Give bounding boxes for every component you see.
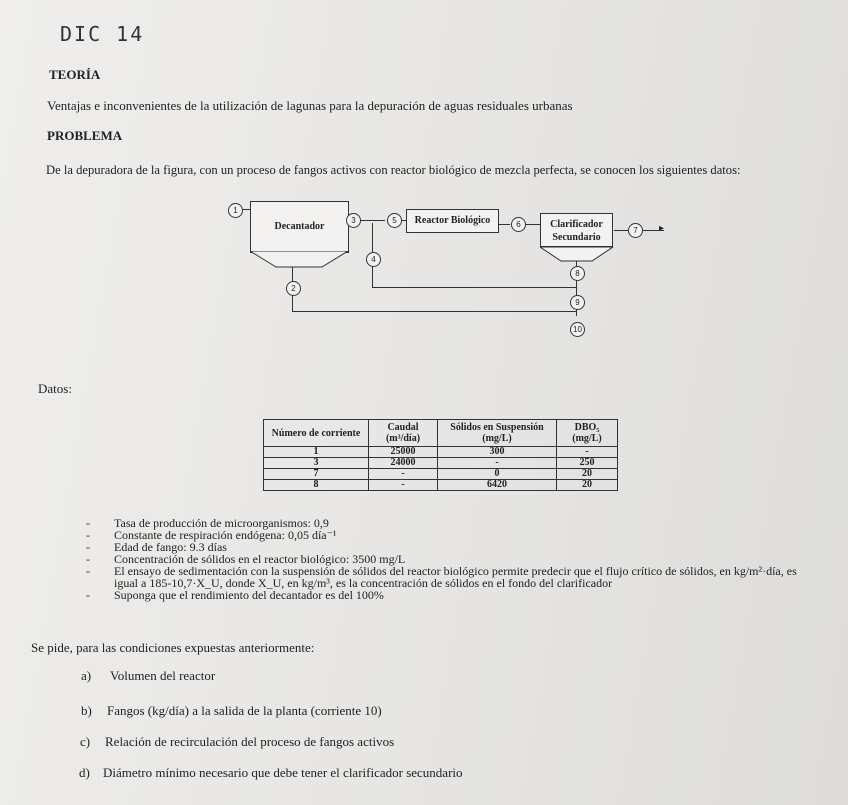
flow-line xyxy=(372,287,577,288)
question-a-label: a) xyxy=(81,668,92,683)
table-cell: - xyxy=(369,480,438,491)
table-cell: 3 xyxy=(264,458,369,469)
table-row xyxy=(264,480,618,491)
process-flow-diagram xyxy=(225,196,705,346)
decantador-box: Decantador xyxy=(250,201,349,253)
question-c-label: c) xyxy=(80,734,91,749)
table-row xyxy=(264,458,618,469)
reactor-box: Reactor Biológico xyxy=(406,209,499,233)
list-item: - Edad de fango: 9.3 días xyxy=(84,541,814,553)
theory-heading: TEORÍA xyxy=(49,67,101,82)
table-cell: 24000 xyxy=(369,458,438,469)
node-6: 6 xyxy=(511,217,526,232)
list-item: - Concentración de sólidos en el reactor biológico: 3500 mg/L xyxy=(84,553,814,565)
table-cell: 25000 xyxy=(369,447,438,458)
flow-line xyxy=(292,311,577,312)
table-cell: - xyxy=(369,469,438,480)
node-8: 8 xyxy=(570,266,585,281)
question-a-text: Volumen del reactor xyxy=(110,668,216,683)
handwritten-header: DIC 14 xyxy=(60,22,145,46)
data-list xyxy=(84,517,814,601)
question-d-label: d) xyxy=(79,765,90,780)
node-2: 2 xyxy=(286,281,301,296)
problem-intro: De la depuradora de la figura, con un proceso de fangos activos con reactor biológico de mezcla perfecta, se conocen los siguientes datos: xyxy=(46,163,741,177)
flow-line xyxy=(614,230,628,231)
table-cell: 300 xyxy=(438,447,557,458)
table-cell: - xyxy=(438,458,557,469)
clarificador-box xyxy=(540,213,613,247)
table-cell: 6420 xyxy=(438,480,557,491)
table-cell: 7 xyxy=(264,469,369,480)
flow-line xyxy=(498,224,510,225)
arrow-head: ▸ xyxy=(659,223,665,234)
question-c-text: Relación de recirculación del proceso de fangos activos xyxy=(105,734,395,749)
clarificador-label-1: Clarificador xyxy=(550,219,603,230)
question-b-text: Fangos (kg/día) a la salida de la planta (corriente 10) xyxy=(107,703,382,718)
problem-heading: PROBLEMA xyxy=(47,128,123,143)
list-item: - Suponga que el rendimiento del decantador es del 100% xyxy=(84,589,814,601)
table-row xyxy=(264,469,618,480)
col-header-corriente: Número de corriente xyxy=(264,420,369,447)
node-10: 10 xyxy=(570,322,585,337)
question-b-label: b) xyxy=(81,703,92,718)
table-cell: 20 xyxy=(557,469,618,480)
table-cell: 1 xyxy=(264,447,369,458)
flow-line xyxy=(525,224,540,225)
table-row xyxy=(264,447,618,458)
table-cell: 0 xyxy=(438,469,557,480)
node-1: 1 xyxy=(228,203,243,218)
theory-text: Ventajas e inconvenientes de la utilización de lagunas para la depuración de aguas residuales urbanas xyxy=(47,98,573,113)
list-item: - El ensayo de sedimentación con la suspensión de sólidos del reactor biológico permite predecir que el flujo crítico de sólidos, en kg/m²·día, es igual a 185-10,7·X_U, donde X_U, en kg/m³, es la concentración de sólidos en el fondo del clarificador xyxy=(84,565,814,589)
col-header-solidos: Sólidos en Suspensión (mg/L) xyxy=(438,420,557,447)
data-table xyxy=(263,419,618,491)
node-4: 4 xyxy=(366,252,381,267)
clarificador-label-2: Secundario xyxy=(552,232,601,243)
node-9: 9 xyxy=(570,295,585,310)
node-7: 7 xyxy=(628,223,643,238)
flow-line xyxy=(242,209,250,210)
list-item: - Constante de respiración endógena: 0,05 día⁻¹ xyxy=(84,529,814,541)
clarificador-hopper xyxy=(540,247,615,265)
col-header-dbo: DBO₅ (mg/L) xyxy=(557,420,618,447)
datos-label: Datos: xyxy=(38,381,72,396)
table-cell: 8 xyxy=(264,480,369,491)
table-cell: 250 xyxy=(557,458,618,469)
questions-intro: Se pide, para las condiciones expuestas anteriormente: xyxy=(31,640,315,655)
node-5: 5 xyxy=(387,213,402,228)
node-3: 3 xyxy=(346,213,361,228)
decantador-hopper xyxy=(250,251,349,273)
question-d-text: Diámetro mínimo necesario que debe tener el clarificador secundario xyxy=(103,765,463,780)
list-item: - Tasa de producción de microorganismos: 0,9 xyxy=(84,517,814,529)
table-cell: 20 xyxy=(557,480,618,491)
col-header-caudal: Caudal (m³/día) xyxy=(369,420,438,447)
flow-line xyxy=(360,220,385,221)
table-cell: - xyxy=(557,447,618,458)
